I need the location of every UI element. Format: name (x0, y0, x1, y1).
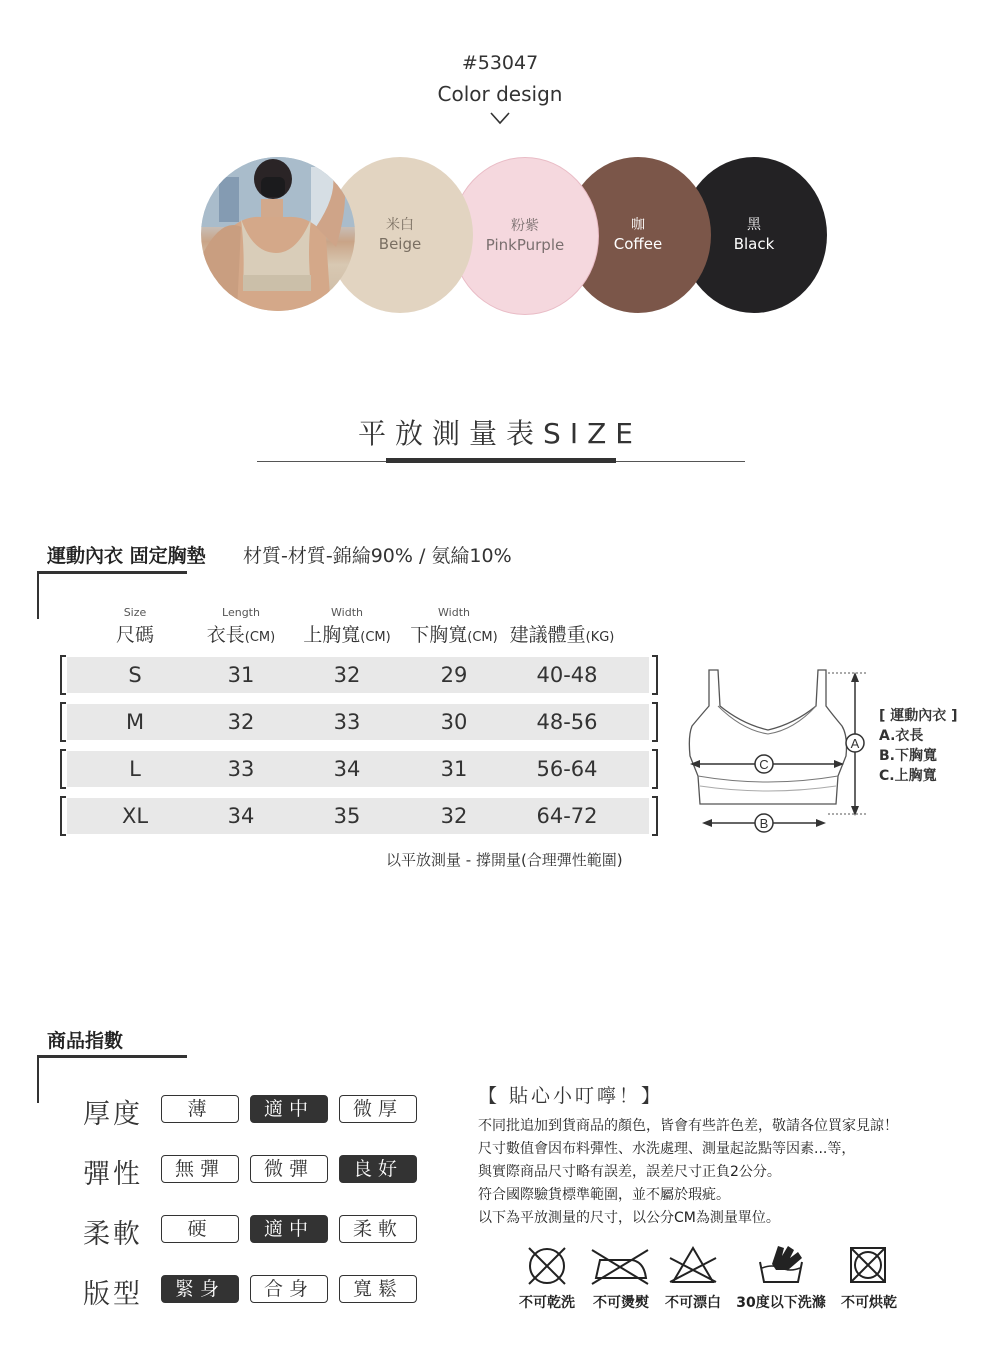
column-header (497, 606, 627, 647)
table-cell: 31 (440, 757, 468, 781)
table-cell: S (128, 663, 142, 687)
index-option: 微厚 (339, 1095, 417, 1123)
section-rule-vertical (37, 1055, 39, 1103)
index-option: 薄 (161, 1095, 239, 1123)
table-cell: 48-56 (536, 710, 598, 734)
column-header-en: Width (331, 606, 363, 619)
marker-b (755, 814, 773, 832)
table-cell: 34 (333, 757, 361, 781)
material-text: 材質-材質-錦綸90% / 氨綸10% (243, 545, 512, 567)
column-header-en: Length (222, 606, 260, 619)
column-header (292, 606, 402, 647)
legend-title: [ 運動內衣 ] (879, 708, 958, 724)
legend-item-c: C.上胸寬 (879, 768, 937, 784)
table-cell: M (125, 710, 145, 734)
table-row (60, 749, 658, 787)
table-cell: 32 (333, 663, 361, 687)
care-label: 30度以下洗滌 (736, 1295, 826, 1311)
table-cell: 32 (227, 710, 255, 734)
table-cell: 34 (227, 804, 255, 828)
note-line: 與實際商品尺寸略有誤差，誤差尺寸正負2公分。 (478, 1164, 781, 1180)
color-name-en: Coffee (613, 235, 663, 253)
title-underline (386, 458, 616, 463)
hand-wash-30-icon (760, 1246, 802, 1282)
section-rule-vertical (37, 571, 39, 619)
table-cell: XL (121, 804, 149, 828)
product-title: 運動內衣 固定胸墊 (47, 545, 206, 567)
table-row (60, 796, 658, 834)
index-option-selected: 良好 (339, 1155, 417, 1183)
table-cell: 56-64 (536, 757, 598, 781)
svg-text:B: B (759, 816, 769, 831)
table-cell: 35 (333, 804, 361, 828)
color-name-en: Beige (378, 235, 422, 253)
bra-measurement-diagram (682, 666, 882, 836)
color-name-zh: 粉紫 (511, 218, 539, 234)
svg-text:C: C (759, 757, 769, 772)
no-tumble-dry-icon (851, 1248, 885, 1282)
legend-item-a: A.衣長 (879, 728, 924, 744)
index-option: 合身 (250, 1275, 328, 1303)
index-label: 彈性 (83, 1159, 143, 1190)
index-option: 硬 (161, 1215, 239, 1243)
index-title: 商品指數 (47, 1030, 124, 1052)
color-name-en: Black (733, 235, 775, 253)
column-header-zh: 尺碼 (115, 624, 154, 646)
note-line: 不同批追加到貨商品的顏色，皆會有些許色差，敬請各位買家見諒！ (478, 1118, 898, 1134)
care-icons (520, 1244, 920, 1288)
table-cell: 64-72 (536, 804, 598, 828)
note-line: 尺寸數值會因布料彈性、水洗處理、測量起訖點等因素...等， (478, 1141, 856, 1157)
color-design-heading: Color design (437, 82, 563, 106)
marker-c (755, 755, 773, 773)
table-footnote: 以平放測量 - 撐開量(合理彈性範圍) (386, 851, 623, 869)
note-line: 符合國際驗貨標準範圍，並不屬於瑕疵。 (478, 1187, 730, 1203)
column-header-zh: 下胸寬(CM) (410, 624, 498, 646)
care-label: 不可漂白 (665, 1295, 721, 1311)
table-cell: 29 (440, 663, 468, 687)
index-option: 寬鬆 (339, 1275, 417, 1303)
table-row (60, 702, 658, 740)
table-cell: 33 (333, 710, 361, 734)
column-header-zh: 衣長(CM) (206, 624, 276, 646)
size-chart-title: 平放測量表SIZE (358, 417, 642, 450)
marker-a (846, 734, 864, 752)
no-bleach-icon (670, 1248, 716, 1282)
no-iron-icon (592, 1250, 648, 1284)
index-option: 柔軟 (339, 1215, 417, 1243)
column-header-en (497, 606, 627, 620)
index-option-selected: 適中 (250, 1215, 328, 1243)
column-header-zh: 上胸寬(CM) (303, 624, 391, 646)
column-header (95, 606, 175, 647)
index-option-selected: 適中 (250, 1095, 328, 1123)
model-photo (201, 157, 355, 311)
color-name-zh: 米白 (386, 217, 414, 233)
index-label: 版型 (83, 1279, 143, 1310)
legend-item-b: B.下胸寬 (879, 748, 937, 764)
column-header (399, 606, 509, 647)
table-cell: L (129, 757, 141, 781)
index-option-selected: 緊身 (161, 1275, 239, 1303)
table-cell: 30 (440, 710, 468, 734)
table-cell: 31 (227, 663, 255, 687)
color-name-en: PinkPurple (485, 236, 565, 254)
no-dry-clean-icon (529, 1248, 565, 1284)
table-row (60, 655, 658, 693)
care-label: 不可烘乾 (841, 1295, 897, 1311)
notes-title: 【 貼心小叮嚀！】 (478, 1085, 664, 1107)
note-line: 以下為平放測量的尺寸，以公分CM為測量單位。 (478, 1210, 780, 1226)
color-name-zh: 咖 (631, 217, 645, 233)
table-cell: 32 (440, 804, 468, 828)
index-option: 無彈 (161, 1155, 239, 1183)
product-code: #53047 (461, 52, 539, 74)
index-label: 柔軟 (83, 1219, 143, 1250)
care-label: 不可燙熨 (593, 1295, 649, 1311)
table-cell: 33 (227, 757, 255, 781)
column-header-en: Size (123, 606, 147, 619)
color-name-zh: 黑 (747, 217, 761, 233)
column-header-en: Width (438, 606, 470, 619)
chevron-down-icon (489, 110, 511, 126)
index-option: 微彈 (250, 1155, 328, 1183)
care-label: 不可乾洗 (519, 1295, 575, 1311)
table-cell: 40-48 (536, 663, 598, 687)
section-rule (37, 1055, 187, 1058)
index-label: 厚度 (83, 1099, 143, 1130)
diagram-legend (879, 706, 958, 786)
svg-text:A: A (850, 736, 860, 751)
column-header-zh: 建議體重(KG) (509, 624, 615, 646)
column-header (191, 606, 291, 647)
section-rule (37, 571, 187, 574)
color-swatch (451, 157, 599, 315)
